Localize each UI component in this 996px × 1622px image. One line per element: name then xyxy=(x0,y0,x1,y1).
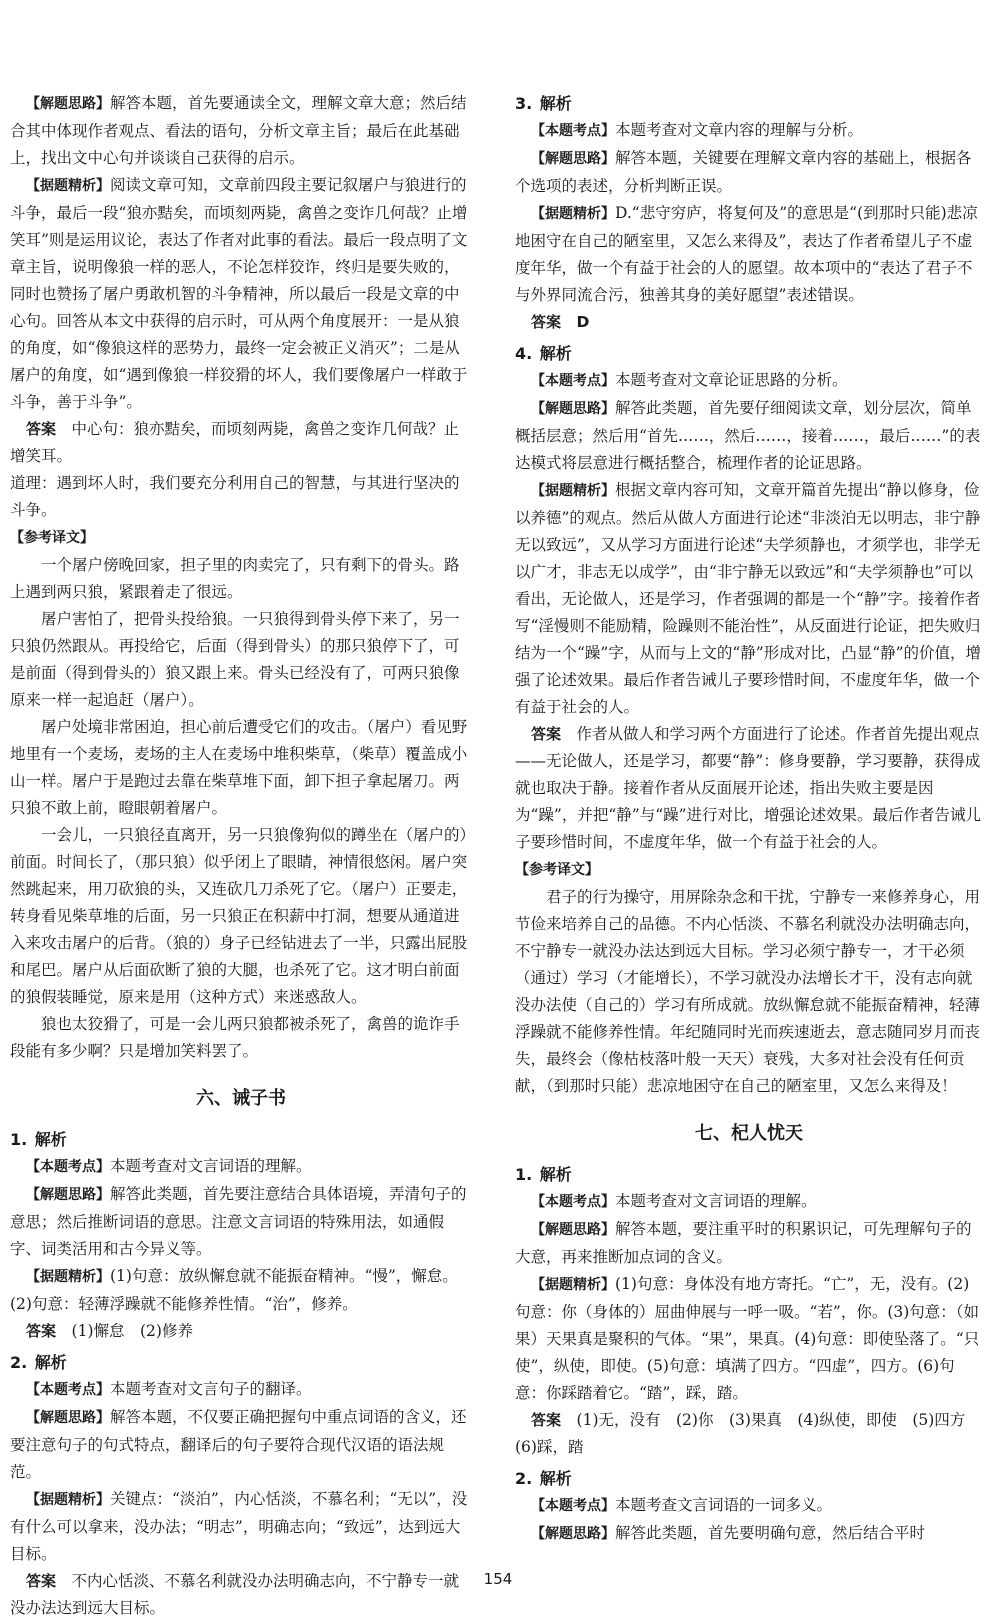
q2-key-point: 【本题考点】本题考查对文言句子的翻译。 xyxy=(26,1380,312,1398)
label-analysis: 【据题精析】 xyxy=(26,178,110,194)
q1-analysis: 【据题精析】(1)句意：放纵懈怠就不能振奋精神。“慢”，懈怠。(2)句意：轻薄浮躁就不能修养性情。“治”，修养。 xyxy=(10,1267,458,1313)
q4-answer: 答案 作者从做人和学习两个方面进行了论述。作者首先提出观点——无论做人，还是学习，都要“静”：修身要静，学习要静，获得成就也取决于静。接着作者从反面展开论述，指出失败主要是因为“躁”，并把“静”与“躁”进行对比，增强论述效果。最后作者告诫儿子要珍惜时间，不虚度年华，做一个有益于社会的人。 xyxy=(515,725,982,851)
translation-heading: 【参考译文】 xyxy=(10,530,94,546)
question-1-heading: 1. 解析 xyxy=(10,1130,67,1149)
q1-solution-idea: 【解题思路】解答此类题，首先要注意结合具体语境，弄清句子的意思；然后推断词语的意思。注意文言词语的特殊用法，如通假字、词类活用和古今异义等。 xyxy=(10,1185,467,1258)
q3-key-point: 【本题考点】本题考查对文章内容的理解与分析。 xyxy=(531,121,864,139)
q2-analysis: 【据题精析】关键点：“淡泊”，内心恬淡，不慕名利；“无以”，没有什么可以拿来，没办法；“明志”，明确志向；“致远”，达到远大目标。 xyxy=(10,1490,468,1563)
q3-analysis: 【据题精析】D.“悲守穷庐，将复何及”的意思是“(到那时只能)悲凉地困守在自己的陋室里，又怎么来得及”，表达了作者希望儿子不虚度年华，做一个有益于社会的人的愿望。故本项中的“表达了君子不与外界同流合污，独善其身的美好愿望”表述错误。 xyxy=(515,204,978,304)
question-3-heading: 3. 解析 xyxy=(515,94,572,113)
right-question-1-heading: 1. 解析 xyxy=(515,1165,572,1184)
answer-block: 答案 中心句：狼亦黠矣，而顷刻两毙，禽兽之变诈几何哉？止增笑耳。 xyxy=(10,420,460,465)
right-q1-answer: 答案 (1)无，没有 (2)你 (3)果真 (4)纵使，即使 (5)四方 (6)踩，踏 xyxy=(515,1411,981,1456)
q3-solution-idea: 【解题思路】解答本题，关键要在理解文章内容的基础上，根据各个选项的表述，分析判断正误。 xyxy=(515,149,972,195)
section-title-jiezishu: 六、诫子书 xyxy=(196,1088,286,1109)
translation-heading-right: 【参考译文】 xyxy=(515,862,599,878)
right-column xyxy=(515,90,983,1548)
paragraph-analysis: 【据题精析】阅读文章可知，文章前四段主要记叙屠户与狼进行的斗争，最后一段“狼亦黠矣，而顷刻两毙，禽兽之变诈几何哉？止增笑耳”则是运用议论，表达了作者对此事的看法。最后一段点明了文章主旨，说明像狼一样的恶人，不论怎样狡诈，终归是要失败的，同时也赞扬了屠户勇敢机智的斗争精神，所以最后一段是文章的中心句。回答从本文中获得的启示时，可从两个角度展开：一是从狼的角度，如“像狼这样的恶势力，最终一定会被正义消灭”；二是从屠户的角度，如“遇到像狼一样狡猾的坏人，我们要像屠户一样敢于斗争，善于斗争”。 xyxy=(10,176,468,411)
q3-answer: 答案 D xyxy=(531,313,590,331)
right-q1-solution-idea: 【解题思路】解答本题，要注重平时的积累识记，可先理解句子的大意，再来推断加点词的含义。 xyxy=(515,1220,972,1266)
translation-paragraph-5: 狼也太狡猾了，可是一会儿两只狼都被杀死了，禽兽的诡诈手段能有多少啊？只是增加笑料罢了。 xyxy=(10,1015,460,1060)
q2-answer: 答案 不内心恬淡、不慕名利就没办法明确志向，不宁静专一就没办法达到远大目标。 xyxy=(10,1572,460,1617)
section-title-qirenyoutian: 七、杞人忧天 xyxy=(695,1123,803,1144)
question-4-heading: 4. 解析 xyxy=(515,344,572,363)
left-column xyxy=(10,90,472,1622)
page-number: 154 xyxy=(483,1570,513,1588)
right-q1-analysis: 【据题精析】(1)句意：身体没有地方寄托。“亡”，无，没有。(2)句意：你（身体的）屈曲伸展与一呼一吸。“若”，你。(3)句意：（如果）天果真是聚积的气体。“果”，果真。(4)句意：即使坠落了。“只使”，纵使，即使。(5)句意：填满了四方。“四虚”，四方。(6)句意：你踩踏着它。“踏”，踩，踏。 xyxy=(515,1275,980,1402)
translation-paragraph-3: 屠户处境非常困迫，担心前后遭受它们的攻击。（屠户）看见野地里有一个麦场，麦场的主人在麦场中堆积柴草，（柴草）覆盖成小山一样。屠户于是跑过去靠在柴草堆下面，卸下担子拿起屠刀。两只狼不敢上前，瞪眼朝着屠户。 xyxy=(10,718,468,817)
right-q1-key-point: 【本题考点】本题考查对文言词语的理解。 xyxy=(531,1192,817,1210)
question-2-heading: 2. 解析 xyxy=(10,1353,67,1372)
q1-key-point: 【本题考点】本题考查对文言词语的理解。 xyxy=(26,1157,312,1175)
translation-paragraph-right: 君子的行为操守，用屏除杂念和干扰，宁静专一来修养身心，用节俭来培养自己的品德。不内心恬淡、不慕名利就没办法明确志向，不宁静专一就没办法达到远大目标。学习必须宁静专一，才干必须（通过）学习（才能增长），不学习就没办法增长才干，没有志向就没办法使（自己的）学习有所成就。放纵懈怠就不能振奋精神，轻薄浮躁就不能修养性情。年纪随同时光而疾速逝去，意志随同岁月而丧失，最终会（像枯枝落叶般一天天）衰残，大多对社会没有任何贡献，（到那时只能）悲凉地困守在自己的陋室里，又怎么来得及！ xyxy=(515,888,981,1095)
right-q2-key-point: 【本题考点】本题考查文言词语的一词多义。 xyxy=(531,1496,833,1514)
translation-paragraph-4: 一会儿，一只狼径直离开，另一只狼像狗似的蹲坐在（屠户的）前面。时间长了，（那只狼）似乎闭上了眼睛，神情很悠闲。屠户突然跳起来，用刀砍狼的头，又连砍几刀杀死了它。（屠户）正要走，转身看见柴草堆的后面，另一只狼正在积薪中打洞，想要从通道进入来攻击屠户的后背。（狼的）身子已经钻进去了一半，只露出屁股和尾巴。屠户从后面砍断了狼的大腿，也杀死了它。这才明白前面的狼假装睡觉，原来是用（这种方式）来迷惑敌人。 xyxy=(10,826,468,1006)
answer-block-2: 道理：遇到坏人时，我们要充分利用自己的智慧，与其进行坚决的斗争。 xyxy=(10,474,460,519)
q4-key-point: 【本题考点】本题考查对文章论证思路的分析。 xyxy=(531,371,848,389)
translation-paragraph-2: 屠户害怕了，把骨头投给狼。一只狼得到骨头停下来了，另一只狼仍然跟从。再投给它，后面（得到骨头）的那只狼停下了，可是前面（得到骨头的）狼又跟上来。骨头已经没有了，可两只狼像原来一样一起追赶（屠户）。 xyxy=(10,610,460,709)
label-solution-idea: 【解题思路】 xyxy=(26,96,110,112)
q4-solution-idea: 【解题思路】解答此类题，首先要仔细阅读文章，划分层次，简单概括层意；然后用“首先……，然后……，接着……，最后……”的表达模式将层意进行概括整合，梳理作者的论证思路。 xyxy=(515,399,981,472)
answer-label: 答案 xyxy=(26,420,57,438)
right-question-2-heading: 2. 解析 xyxy=(515,1469,572,1488)
right-q2-solution-idea: 【解题思路】解答此类题，首先要明确句意，然后结合平时 xyxy=(531,1524,926,1542)
paragraph-solution-idea: 【解题思路】解答本题，首先要通读全文，理解文章大意；然后结合其中体现作者观点、看法的语句，分析文章主旨；最后在此基础上，找出文中心句并谈谈自己获得的启示。 xyxy=(10,94,467,167)
q2-solution-idea: 【解题思路】解答本题，不仅要正确把握句中重点词语的含义，还要注意句子的句式特点，翻译后的句子要符合现代汉语的语法规范。 xyxy=(10,1408,467,1481)
q1-answer: 答案 (1)懈怠 (2)修养 xyxy=(26,1322,193,1340)
translation-paragraph-1: 一个屠户傍晚回家，担子里的肉卖完了，只有剩下的骨头。路上遇到两只狼，紧跟着走了很远。 xyxy=(10,556,460,601)
q4-analysis: 【据题精析】根据文章内容可知，文章开篇首先提出“静以修身，俭以养德”的观点。然后从做人方面进行论述“非淡泊无以明志，非宁静无以致远”，又从学习方面进行论述“夫学须静也，才须学也，非学无以广才，非志无以成学”，由“非宁静无以致远”和“夫学须静也”可以看出，无论做人，还是学习，作者强调的都是一个“静”字。接着作者写“淫慢则不能励精，险躁则不能治性”，从反面进行论证，把失败归结为一个“躁”字，从而与上文的“静”形成对比，凸显“静”的价值，增强了论述效果。最后作者告诫儿子要珍惜时间，不虚度年华，做一个有益于社会的人。 xyxy=(515,481,982,716)
